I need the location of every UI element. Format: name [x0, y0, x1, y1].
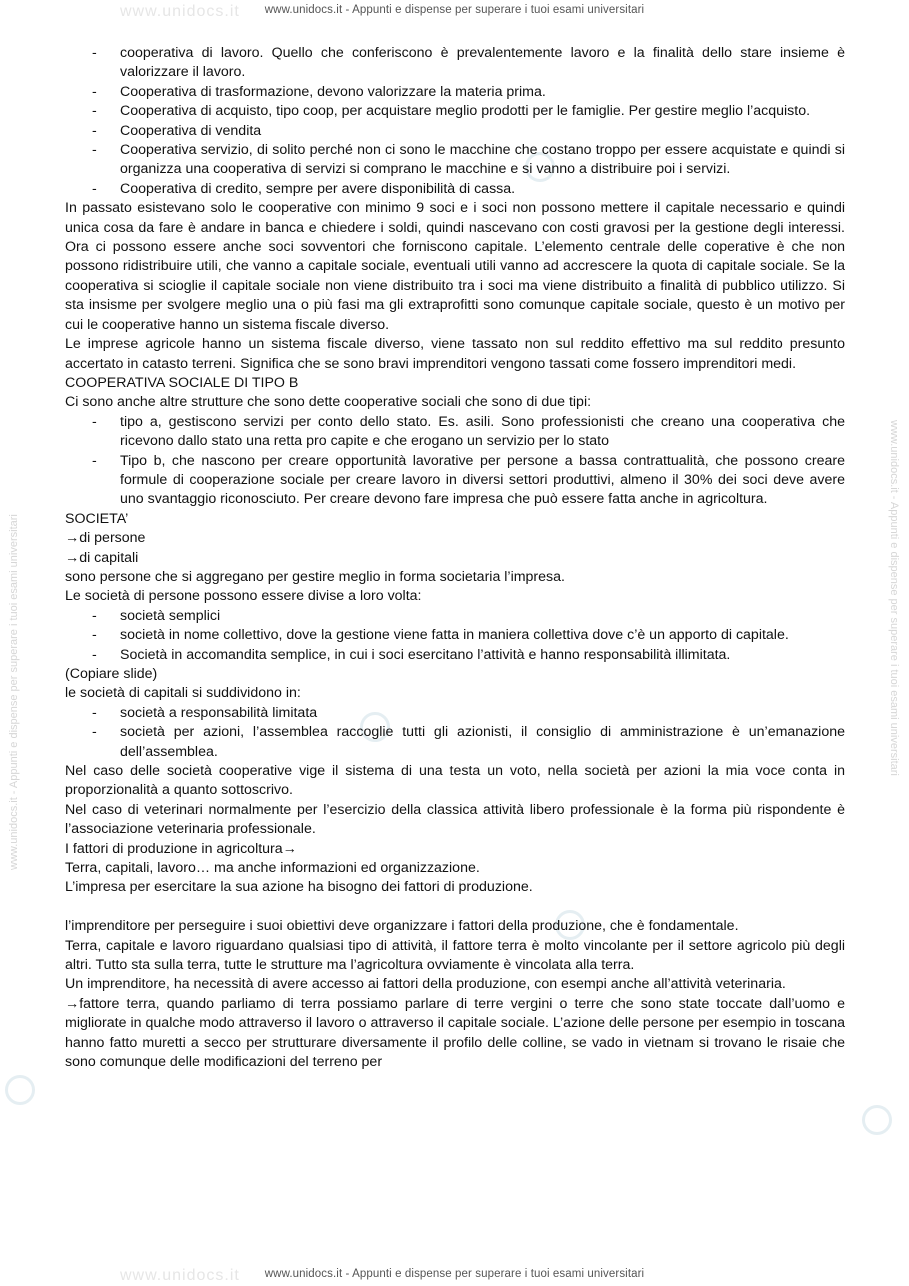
paragraph: Nel caso delle società cooperative vige il sistema di una testa un voto, nella società per azioni la mia voce conta in proporzionalità a quanto sottoscrivo.	[65, 763, 845, 799]
bullet-dash: -	[92, 83, 97, 100]
watermark-logo-icon	[5, 1075, 35, 1105]
bullet-item	[65, 122, 845, 141]
bullet-text: società semplici	[120, 607, 221, 624]
bullet-text: tipo a, gestiscono servizi per conto dello stato. Es. asili. Sono professionisti che creano una cooperativa che ricevono dallo stato una retta pro capite e che erogano un servizio per lo stato	[120, 413, 845, 450]
paragraph: Terra, capitale e lavoro riguardano qualsiasi tipo di attività, il fattore terra è molto vincolante per il settore agricolo più degli altri. Tutto sta sulla terra, tutte le strutture ma l’agricoltura ovviamente è vincolata alla terra.	[65, 937, 845, 974]
paragraph: Le società di persone possono essere divise a loro volta:	[65, 588, 422, 605]
bullet-item	[65, 646, 845, 665]
watermark-logo-icon	[862, 1105, 892, 1135]
bullet-item	[65, 452, 845, 510]
paragraph: Un imprenditore, ha necessità di avere accesso ai fattori della produzione, con esempi anche all’attività veterinaria.	[65, 976, 786, 993]
paragraph: In passato esistevano solo le cooperative con minimo 9 soci e i soci non possono mettere il capitale necessario e quindi unica cosa da fare è andare in banca e chiedere i soldi, quindi nascevano con costi gravosi per la gestione degli interessi. Ora ci possono essere anche soci sovventori che forniscono capitale. L’elemento centrale delle coperative è che non possono ridistribuire utili, che vanno a capitale sociale, eventuali utili vanno ad accrescere la quota di capitale sociale. Se la cooperativa si scioglie il capitale sociale non viene distribuito tra i soci ma viene distribuito a finalità di pubblico utilizzo. Si sta insisme per svolgere meglio una o più fasi ma gli extraprofitti sono comunque capitale sociale, questo è un motivo per cui le cooperative hanno un sistema fiscale diverso.	[65, 200, 845, 333]
arrow-text: di persone	[79, 530, 146, 547]
bullet-text: società in nome collettivo, dove la gestione viene fatta in maniera collettiva dove c’è un apporto di capitale.	[120, 627, 789, 644]
bullet-item	[65, 704, 845, 723]
bullet-text: Cooperativa di vendita	[120, 122, 262, 139]
paragraph: le società di capitali si suddividono in:	[65, 685, 301, 702]
footer-banner: www.unidocs.it - Appunti e dispense per superare i tuoi esami universitari	[264, 1268, 645, 1280]
side-watermark-left: www.unidocs.it - Appunti e dispense per superare i tuoi esami universitari	[8, 514, 20, 870]
arrow-line	[65, 549, 845, 568]
paragraph: Terra, capitali, lavoro… ma anche informazioni ed organizzazione.	[65, 860, 480, 877]
bullet-dash: -	[92, 180, 97, 197]
watermark-bottom-left: www.unidocs.it	[120, 1267, 240, 1284]
spacer	[65, 898, 845, 917]
paragraph: L’impresa per esercitare la sua azione ha bisogno dei fattori di produzione.	[65, 879, 533, 896]
arrow-icon: →	[65, 995, 80, 1012]
side-watermark-right: www.unidocs.it - Appunti e dispense per superare i tuoi esami universitari	[888, 420, 900, 776]
arrow-icon: →	[282, 840, 297, 857]
bullet-text: società a responsabilità limitata	[120, 704, 318, 721]
bullet-item	[65, 413, 845, 452]
paragraph: Le imprese agricole hanno un sistema fiscale diverso, viene tassato non sul reddito effettivo ma sul reddito presunto accertato in catasto terreni. Significa che se sono bravi imprenditori vengono tassati come fossero imprenditori medi.	[65, 336, 845, 372]
arrow-line	[65, 995, 845, 1073]
paragraph: sono persone che si aggregano per gestire meglio in forma societaria l’impresa.	[65, 568, 565, 585]
heading-text: I fattori di produzione in agricoltura	[65, 840, 283, 857]
paragraph: (Copiare slide)	[65, 666, 158, 682]
bullet-text: Cooperativa di credito, sempre per avere disponibilità di cassa.	[120, 180, 516, 197]
bullet-dash: -	[92, 607, 97, 624]
bullet-dash: -	[92, 646, 97, 663]
bullet-text: Cooperativa di acquisto, tipo coop, per acquistare meglio prodotti per le famiglie. Per gestire meglio l’acquisto.	[120, 103, 811, 120]
bullet-item	[65, 626, 845, 645]
watermark-top-left: www.unidocs.it	[120, 3, 240, 20]
bullet-dash: -	[92, 122, 97, 139]
bullet-text: Cooperativa servizio, di solito perché non ci sono le macchine che costano troppo per essere acquistate e quindi si organizza una cooperativa di servizi si comprano le macchine e si vanno a distribuire poi i servizi.	[120, 142, 845, 178]
bullet-text: società per azioni, l’assemblea raccoglie tutti gli azionisti, il consiglio di amministrazione è un’emanazione dell’assemblea.	[120, 724, 845, 760]
paragraph: COOPERATIVA SOCIALE DI TIPO B	[65, 374, 299, 391]
arrow-icon: →	[65, 549, 80, 566]
bullet-dash: -	[92, 704, 97, 721]
section-heading	[65, 840, 845, 859]
bullet-item	[65, 102, 845, 121]
document-body	[65, 44, 845, 1073]
paragraph: Nel caso di veterinari normalmente per l’esercizio della classica attività libero professionale è la forma più rispondente è l’associazione veterinaria professionale.	[65, 801, 845, 838]
bullet-dash: -	[92, 103, 97, 120]
bullet-item	[65, 180, 845, 199]
bullet-item	[65, 607, 845, 626]
arrow-icon: →	[65, 530, 80, 547]
arrow-line	[65, 529, 845, 548]
arrow-text: fattore terra, quando parliamo di terra possiamo parlare di terre vergini o terre che sono state toccate dall’uomo e migliorate in qualche modo attraverso il lavoro o attraverso il capitale sociale. L’azione delle persone per esempio in toscana hanno fatto muretti a secco per strutturare diversamente il profilo delle colline, se vado in vietnam si trovano le risaie che sono comunque delle modificazioni del terreno per	[65, 995, 845, 1071]
paragraph: Ci sono anche altre strutture che sono dette cooperative sociali che sono di due tipi:	[65, 394, 592, 411]
paragraph: SOCIETA’	[65, 510, 129, 527]
bullet-item	[65, 723, 845, 762]
bullet-dash: -	[92, 724, 97, 741]
bullet-item	[65, 44, 845, 83]
bullet-dash: -	[92, 45, 97, 61]
bullet-dash: -	[92, 413, 97, 430]
bullet-text: cooperativa di lavoro. Quello che conferiscono è prevalentemente lavoro e la finalità dello stare insieme è valorizzare il lavoro.	[120, 45, 845, 81]
bullet-dash: -	[92, 452, 97, 469]
arrow-text: di capitali	[79, 549, 139, 566]
bullet-text: Cooperativa di trasformazione, devono valorizzare la materia prima.	[120, 83, 546, 100]
bullet-text: Società in accomandita semplice, in cui i soci esercitano l’attività e hanno responsabilità illimitata.	[120, 646, 731, 663]
header-banner: www.unidocs.it - Appunti e dispense per superare i tuoi esami universitari	[264, 4, 645, 16]
bullet-dash: -	[92, 627, 97, 644]
bullet-dash: -	[92, 142, 97, 159]
paragraph: l’imprenditore per perseguire i suoi obiettivi deve organizzare i fattori della produzione, che è fondamentale.	[65, 918, 739, 935]
bullet-item	[65, 141, 845, 180]
bullet-text: Tipo b, che nascono per creare opportunità lavorative per persone a bassa contrattualità, che possono creare formule di cooperazione sociale per creare lavoro in diversi settori produttivi, almeno il 30% dei soci deve avere uno svantaggio riconosciuto. Per creare devono fare impresa che può essere fatta anche in agricoltura.	[120, 452, 845, 508]
bullet-item	[65, 83, 845, 102]
